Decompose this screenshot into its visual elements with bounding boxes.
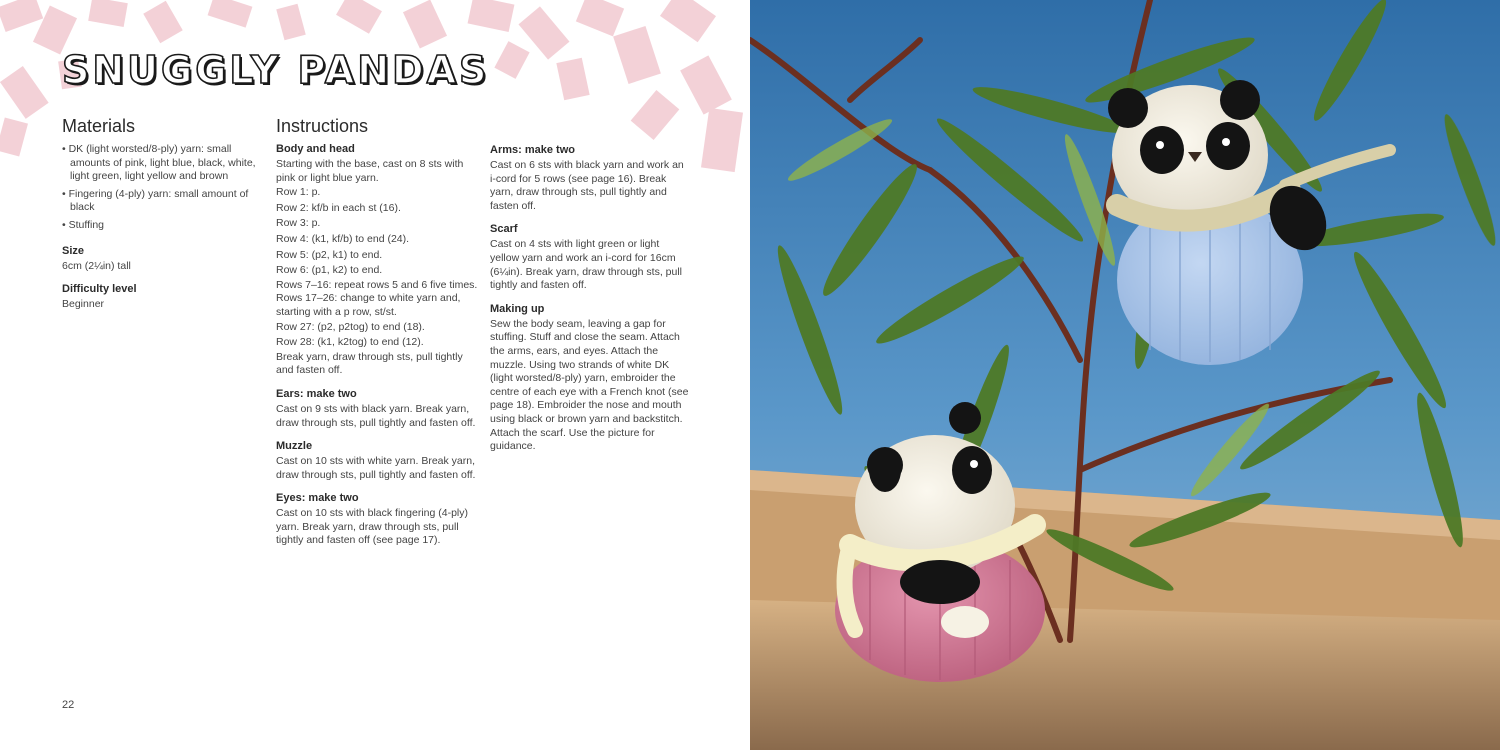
muzzle-text: Cast on 10 sts with white yarn. Break yarn, draw through sts, pull tightly and fasten off.: [276, 455, 476, 481]
pattern-row: Row 28: (k1, k2tog) to end (12).: [276, 336, 424, 349]
size-text: 6cm (2¼in) tall: [62, 259, 131, 272]
pattern-row: Rows 17–26: change to white yarn and, starting with a p row, st/st.: [276, 292, 461, 318]
size-heading: Size: [62, 244, 85, 257]
pattern-row: Row 3: p.: [276, 217, 321, 230]
scarf-text: Cast on 4 sts with light green or light yellow yarn and work an i-cord for 16cm (6¼in). Break yarn, draw through sts, pull tightly and fasten off.: [490, 238, 683, 292]
right-page-photo: [750, 0, 1500, 750]
page-number: 22: [62, 699, 75, 711]
body-head-rows: [276, 185, 481, 378]
pattern-row: Row 2: kf/b in each st (16).: [276, 201, 401, 214]
body-head-intro: Starting with the base, cast on 8 sts with pink or light blue yarn.: [276, 158, 464, 184]
ears-heading: Ears: make two: [276, 387, 357, 400]
materials-list: [62, 143, 262, 233]
pattern-row: Row 1: p.: [276, 186, 321, 199]
making-up-text: Sew the body seam, leaving a gap for stuffing. Stuff and close the seam. Attach the arms, ears, and eyes. Attach the muzzle. Using two strands of white DK (light worsted/8-ply) yarn, embroider the centre of each eye with a French knot (see page 18). Embroider the nose and mouth using black or brown yarn and backstitch. Attach the scarf. Use the picture for guidance.: [490, 317, 689, 453]
list-item: • DK (light worsted/8-ply) yarn: small amounts of pink, light blue, black, white, light green, light yellow and brown: [62, 143, 262, 184]
body-head-heading: Body and head: [276, 143, 355, 155]
ears-text: Cast on 9 sts with black yarn. Break yarn, draw through sts, pull tightly and fasten off.: [276, 402, 476, 429]
knitted-pandas-photo: [750, 0, 1500, 750]
pattern-row: Row 5: (p2, k1) to end.: [276, 248, 383, 261]
materials-column: [62, 116, 262, 322]
muzzle-heading: Muzzle: [276, 440, 313, 453]
list-item: • Fingering (4-ply) yarn: small amount of black: [62, 188, 262, 215]
pattern-row: Row 27: (p2, p2tog) to end (18).: [276, 320, 425, 333]
materials-heading: Materials: [62, 116, 136, 136]
instructions-column-1: [276, 116, 481, 558]
scarf-heading: Scarf: [490, 223, 518, 236]
eyes-heading: Eyes: make two: [276, 492, 359, 505]
difficulty-heading: Difficulty level: [62, 283, 137, 296]
pattern-row: Break yarn, draw through sts, pull tightly and fasten off.: [276, 350, 463, 377]
arms-text: Cast on 6 sts with black yarn and work an i-cord for 5 rows (see page 16). Break yarn, draw through sts, pull tightly and fasten off.: [490, 159, 684, 212]
eyes-text: Cast on 10 sts with black fingering (4-ply) yarn. Break yarn, draw through sts, pull tightly and fasten off (see page 17).: [276, 507, 468, 547]
pattern-row: Row 4: (k1, kf/b) to end (24).: [276, 232, 410, 245]
making-up-heading: Making up: [490, 302, 545, 315]
instructions-heading: Instructions: [276, 116, 369, 136]
pattern-row: Rows 7–16: repeat rows 5 and 6 five times.: [276, 278, 478, 291]
instructions-column-2: [490, 144, 690, 464]
page-title: SNUGGLY PANDAS: [62, 48, 490, 92]
difficulty-text: Beginner: [62, 298, 105, 311]
pattern-row: Row 6: (p1, k2) to end.: [276, 264, 383, 277]
list-item: • Stuffing: [62, 219, 262, 233]
arms-heading: Arms: make two: [490, 144, 575, 156]
